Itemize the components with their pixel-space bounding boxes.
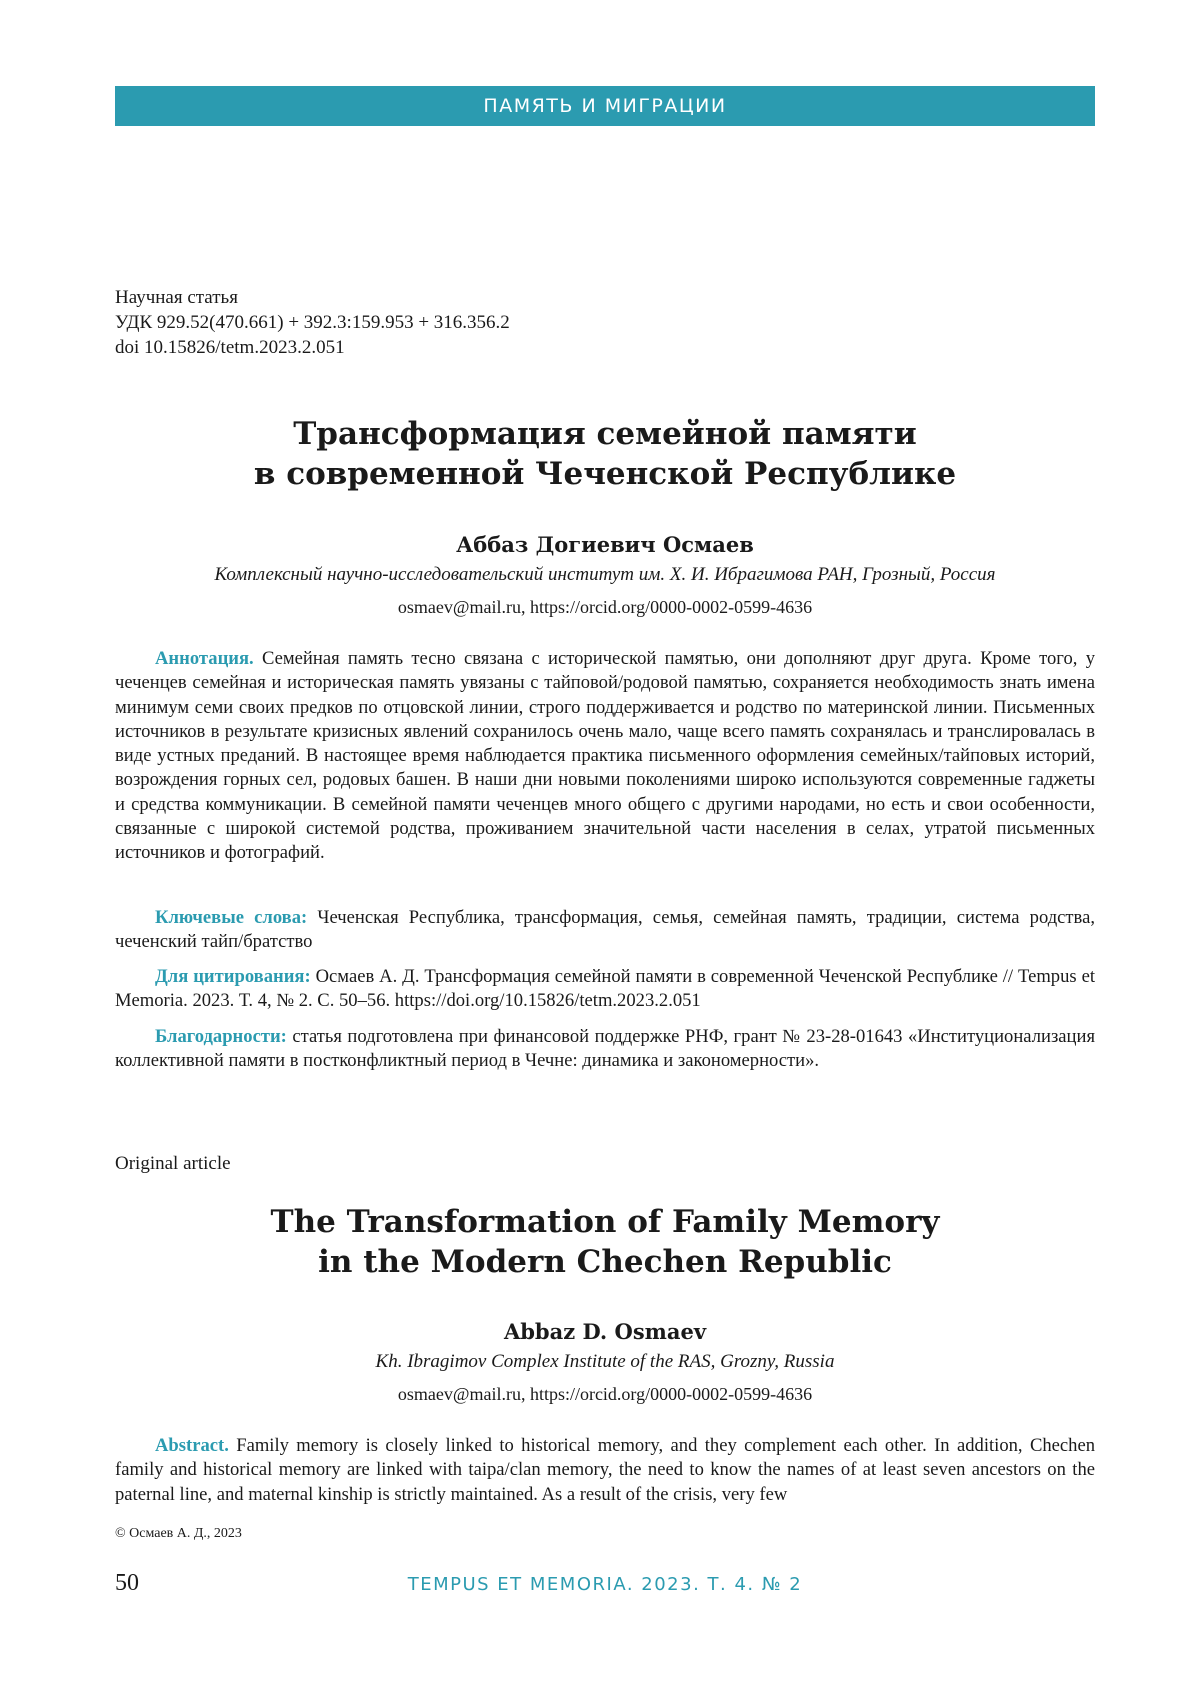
title-ru <box>115 414 1095 494</box>
author-en: Abbaz D. Osmaev <box>115 1319 1095 1344</box>
title-ru-line1: Трансформация семейной памяти <box>115 414 1095 454</box>
abstract-ru-text: Семейная память тесно связана с исторической памятью, они дополняют друг друга. Кроме того, у чеченцев семейная и историческая память увязаны с тайповой/родовой памятью, сохраняется необходимость знать имена минимум семи своих предков по отцовской линии, строго поддерживается и родство по материнской линии. Письменных источников в результате кризисных явлений сохранилось очень мало, чаще всего память сохранялась и транслировалась в виде устных преданий. В настоящее время наблюдается практика письменного оформления семейных/тайповых историй, возрождения горных сел, родовых башен. В наши дни новыми поколениями широко используются современные гаджеты и средства коммуникации. В семейной памяти чеченцев много общего с другими народами, но есть и свои особенности, связанные с широкой системой родства, проживанием значительной части населения в селах, утратой письменных источников и фотографий. <box>115 648 1095 863</box>
abstract-en-label: Abstract. <box>155 1435 229 1456</box>
title-en-line1: The Transformation of Family Memory <box>115 1202 1095 1242</box>
affiliation-en: Kh. Ibragimov Complex Institute of the RAS, Grozny, Russia <box>115 1351 1095 1373</box>
author-ru: Аббаз Догиевич Осмаев <box>115 532 1095 557</box>
article-meta <box>115 285 510 360</box>
keywords-ru <box>115 906 1095 955</box>
abstract-en-text: Family memory is closely linked to historical memory, and they complement each other. In addition, Chechen family and historical memory are linked with taipa/clan memory, the need to know the names of at least seven ancestors on the paternal line, and maternal kinship is strictly maintained. As a result of the crisis, very few <box>115 1435 1095 1505</box>
contact-en: osmaev@mail.ru, https://orcid.org/0000-0002-0599-4636 <box>115 1384 1095 1405</box>
abstract-en <box>115 1434 1095 1507</box>
affiliation-ru: Комплексный научно-исследовательский институт им. Х. И. Ибрагимова РАН, Грозный, Россия <box>115 564 1095 586</box>
abstract-ru-label: Аннотация. <box>155 648 254 669</box>
copyright: © Осмаев А. Д., 2023 <box>115 1526 242 1542</box>
keywords-ru-label: Ключевые слова: <box>155 907 307 928</box>
abstract-ru <box>115 647 1095 866</box>
citation-ru-text: Осмаев А. Д. Трансформация семейной памяти в современной Чеченской Республике // Tempus et Memoria. 2023. Т. 4, № 2. С. 50–56. https://doi.org/10.15826/tetm.2023.2.051 <box>115 966 1095 1011</box>
article-type: Научная статья <box>115 285 510 310</box>
contact-ru: osmaev@mail.ru, https://orcid.org/0000-0002-0599-4636 <box>115 597 1095 618</box>
citation-ru <box>115 965 1095 1014</box>
journal-footer: TEMPUS ET MEMORIA. 2023. Т. 4. № 2 <box>340 1574 870 1595</box>
keywords-ru-text: Чеченская Республика, трансформация, семья, семейная память, традиции, система родства, чеченский тайп/братство <box>115 907 1095 952</box>
page-number: 50 <box>115 1570 139 1597</box>
citation-ru-label: Для цитирования: <box>155 966 311 987</box>
udc-code: УДК 929.52(470.661) + 392.3:159.953 + 316.356.2 <box>115 310 510 335</box>
title-en <box>115 1202 1095 1282</box>
doi: doi 10.15826/tetm.2023.2.051 <box>115 335 510 360</box>
title-en-line2: in the Modern Chechen Republic <box>115 1242 1095 1282</box>
article-type-en: Original article <box>115 1153 231 1175</box>
acknowledgements-ru-label: Благодарности: <box>155 1026 287 1047</box>
acknowledgements-ru-text: статья подготовлена при финансовой поддержке РНФ, грант № 23-28-01643 «Институционализация коллективной памяти в постконфликтный период в Чечне: динамика и закономерности». <box>115 1026 1095 1071</box>
section-title: ПАМЯТЬ И МИГРАЦИИ <box>483 95 726 117</box>
title-ru-line2: в современной Чеченской Республике <box>115 454 1095 494</box>
section-banner <box>115 86 1095 126</box>
acknowledgements-ru <box>115 1025 1095 1074</box>
